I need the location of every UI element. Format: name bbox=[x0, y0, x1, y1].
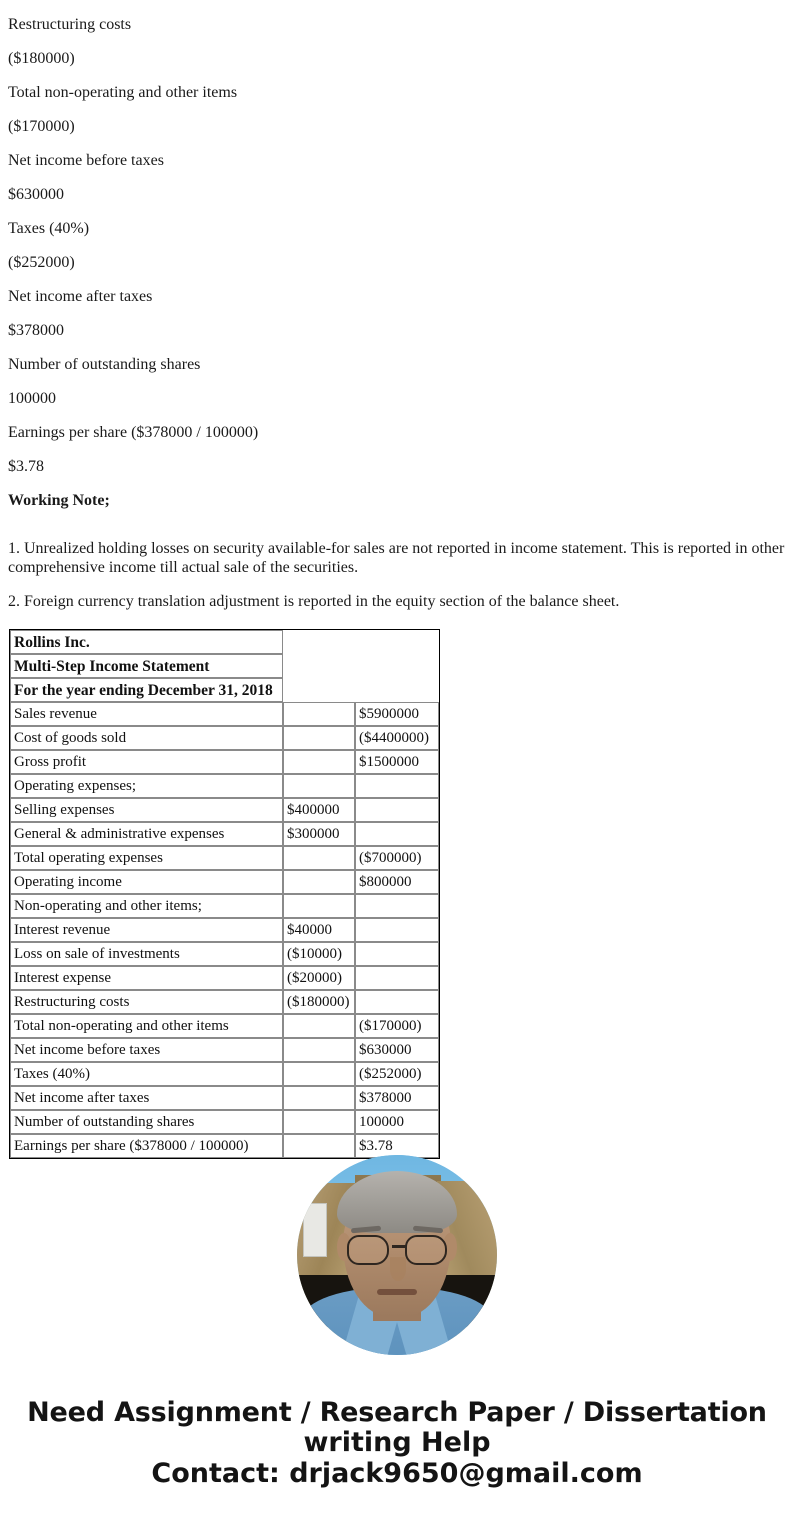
table-row-period bbox=[10, 678, 439, 702]
doc-line: Total non-operating and other items bbox=[8, 84, 238, 101]
table-row bbox=[10, 1062, 439, 1086]
table-row bbox=[10, 1038, 439, 1062]
doc-line: Taxes (40%) bbox=[8, 220, 90, 237]
table-row bbox=[10, 966, 439, 990]
row-subtotal bbox=[283, 1038, 355, 1062]
working-note-2: 2. Foreign currency translation adjustment is reported in the equity section of the balance sheet. bbox=[8, 593, 620, 610]
promo-footer bbox=[0, 1398, 794, 1489]
avatar bbox=[297, 1155, 497, 1355]
row-total: $630000 bbox=[355, 1038, 439, 1062]
spacer-cell bbox=[355, 630, 439, 654]
promo-headline-line1: Need Assignment / Research Paper / Dissertation bbox=[27, 1397, 767, 1428]
row-subtotal bbox=[283, 1062, 355, 1086]
row-label: Restructuring costs bbox=[10, 990, 283, 1014]
doc-line: $378000 bbox=[8, 322, 64, 339]
doc-line: ($252000) bbox=[8, 254, 75, 271]
doc-line: $3.78 bbox=[8, 458, 44, 475]
row-label: Taxes (40%) bbox=[10, 1062, 283, 1086]
doc-line: Number of outstanding shares bbox=[8, 356, 201, 373]
row-subtotal bbox=[283, 894, 355, 918]
spacer-cell bbox=[283, 654, 355, 678]
doc-line: Earnings per share ($378000 / 100000) bbox=[8, 424, 259, 441]
table-row bbox=[10, 726, 439, 750]
row-total: 100000 bbox=[355, 1110, 439, 1134]
row-label: General & administrative expenses bbox=[10, 822, 283, 846]
row-total bbox=[355, 798, 439, 822]
doc-line: ($170000) bbox=[8, 118, 75, 135]
row-total bbox=[355, 990, 439, 1014]
table-row bbox=[10, 702, 439, 726]
row-subtotal: ($20000) bbox=[283, 966, 355, 990]
row-subtotal: $400000 bbox=[283, 798, 355, 822]
working-note-1: 1. Unrealized holding losses on security available-for sales are not reported in income statement. This is reported in other comprehensive income till actual sale of the securities. bbox=[8, 540, 785, 576]
table-row bbox=[10, 798, 439, 822]
doc-line: Net income after taxes bbox=[8, 288, 153, 305]
row-label: Operating expenses; bbox=[10, 774, 283, 798]
row-label: Total operating expenses bbox=[10, 846, 283, 870]
table-row bbox=[10, 846, 439, 870]
spacer-cell bbox=[355, 678, 439, 702]
row-label: Interest revenue bbox=[10, 918, 283, 942]
row-total: $378000 bbox=[355, 1086, 439, 1110]
eyeglasses-lens-left-icon bbox=[347, 1235, 389, 1265]
row-total: ($170000) bbox=[355, 1014, 439, 1038]
row-subtotal bbox=[283, 1086, 355, 1110]
table-row bbox=[10, 1086, 439, 1110]
doc-line: Net income before taxes bbox=[8, 152, 164, 169]
row-subtotal bbox=[283, 846, 355, 870]
table-row bbox=[10, 894, 439, 918]
statement-title: Multi-Step Income Statement bbox=[10, 654, 283, 678]
income-statement-table-wrapper bbox=[9, 629, 440, 1159]
table-row bbox=[10, 990, 439, 1014]
row-subtotal bbox=[283, 1110, 355, 1134]
row-total: $800000 bbox=[355, 870, 439, 894]
row-total: ($252000) bbox=[355, 1062, 439, 1086]
row-label: Total non-operating and other items bbox=[10, 1014, 283, 1038]
doc-line bbox=[0, 0, 794, 16]
table-row bbox=[10, 1110, 439, 1134]
document-text-flow bbox=[0, 0, 794, 526]
row-total bbox=[355, 918, 439, 942]
table-row bbox=[10, 750, 439, 774]
row-label: Cost of goods sold bbox=[10, 726, 283, 750]
table-row bbox=[10, 774, 439, 798]
statement-period: For the year ending December 31, 2018 bbox=[10, 678, 283, 702]
row-label: Selling expenses bbox=[10, 798, 283, 822]
row-total: $3.78 bbox=[355, 1134, 439, 1158]
table-row-title bbox=[10, 654, 439, 678]
doc-line: Restructuring costs bbox=[8, 16, 132, 33]
promo-headline-line2: writing Help bbox=[303, 1427, 491, 1458]
row-total bbox=[355, 894, 439, 918]
row-subtotal bbox=[283, 726, 355, 750]
table-row bbox=[10, 870, 439, 894]
row-label: Interest expense bbox=[10, 966, 283, 990]
row-total bbox=[355, 822, 439, 846]
row-total: ($4400000) bbox=[355, 726, 439, 750]
row-label: Non-operating and other items; bbox=[10, 894, 283, 918]
working-notes bbox=[0, 540, 794, 628]
spacer-cell bbox=[283, 630, 355, 654]
row-label: Operating income bbox=[10, 870, 283, 894]
doc-line: 100000 bbox=[8, 390, 56, 407]
table-row-company bbox=[10, 630, 439, 654]
row-subtotal bbox=[283, 774, 355, 798]
row-label: Net income after taxes bbox=[10, 1086, 283, 1110]
row-label: Earnings per share ($378000 / 100000) bbox=[10, 1134, 283, 1158]
eyeglasses-bridge-icon bbox=[392, 1245, 406, 1248]
row-total bbox=[355, 774, 439, 798]
avatar-background-switch bbox=[303, 1203, 327, 1257]
row-total bbox=[355, 966, 439, 990]
eyeglasses-lens-right-icon bbox=[405, 1235, 447, 1265]
doc-line: $630000 bbox=[8, 186, 64, 203]
spacer-cell bbox=[355, 654, 439, 678]
row-subtotal: $40000 bbox=[283, 918, 355, 942]
row-label: Number of outstanding shares bbox=[10, 1110, 283, 1134]
doc-line: ($180000) bbox=[8, 50, 75, 67]
promo-contact-line: Contact: drjack9650@gmail.com bbox=[151, 1458, 643, 1489]
table-row bbox=[10, 942, 439, 966]
row-subtotal bbox=[283, 1014, 355, 1038]
statement-company-name: Rollins Inc. bbox=[10, 630, 283, 654]
avatar-circle bbox=[297, 1155, 497, 1355]
row-label: Sales revenue bbox=[10, 702, 283, 726]
row-subtotal: $300000 bbox=[283, 822, 355, 846]
table-row bbox=[10, 1014, 439, 1038]
working-note-heading: Working Note; bbox=[8, 492, 110, 509]
row-subtotal bbox=[283, 750, 355, 774]
row-total bbox=[355, 942, 439, 966]
table-row bbox=[10, 918, 439, 942]
row-subtotal bbox=[283, 702, 355, 726]
spacer-cell bbox=[283, 678, 355, 702]
row-total: $1500000 bbox=[355, 750, 439, 774]
row-label: Gross profit bbox=[10, 750, 283, 774]
row-subtotal: ($10000) bbox=[283, 942, 355, 966]
row-subtotal bbox=[283, 870, 355, 894]
avatar-mouth bbox=[377, 1289, 417, 1295]
row-total: $5900000 bbox=[355, 702, 439, 726]
income-statement-table bbox=[9, 629, 440, 1159]
row-total: ($700000) bbox=[355, 846, 439, 870]
table-row bbox=[10, 822, 439, 846]
row-subtotal: ($180000) bbox=[283, 990, 355, 1014]
row-label: Loss on sale of investments bbox=[10, 942, 283, 966]
avatar-nose bbox=[390, 1257, 406, 1281]
row-label: Net income before taxes bbox=[10, 1038, 283, 1062]
